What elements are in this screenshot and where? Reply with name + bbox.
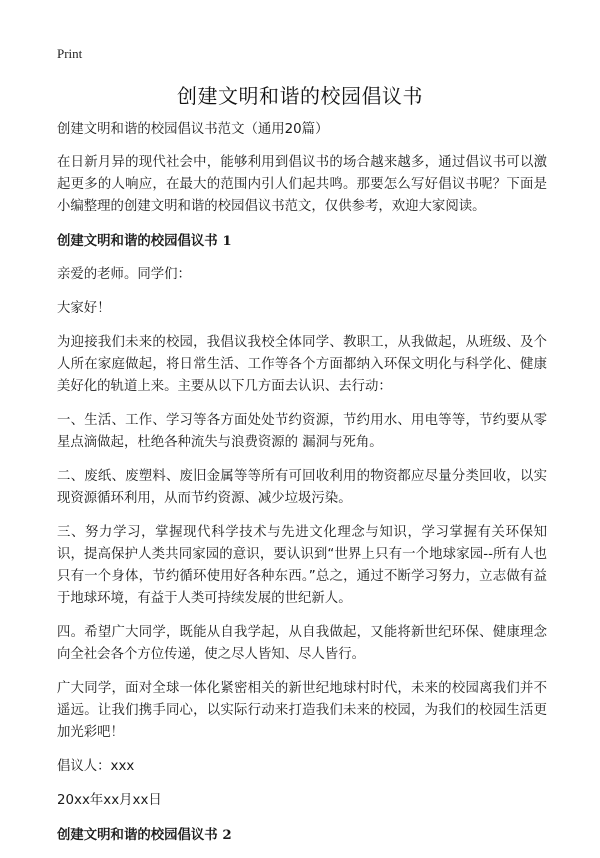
body-paragraph: 三、努力学习，掌握现代科学技术与先进文化理念与知识，学习掌握有关环保知识，提高保护人类共同家园的意识，要认识到“世界上只有一个地球家园--所有人也只有一个身体，节约循环使用好各种东西。”总之，通过不断学习努力，立志做有益于地球环境，有益于人类可持续发展的世纪新人。 [57,525,547,606]
intro-paragraph: 在日新月异的现代社会中，能够利用到倡议书的场合越来越多，通过倡议书可以激起更多的人响应，在最大的范围内引人们起共鸣。那要怎么写好倡议书呢？下面是小编整理的创建文明和谐的校园倡议书范文，仅供参考，欢迎大家阅读。 [57,155,547,214]
body-paragraph: 二、废纸、废塑料、废旧金属等等所有可回收利用的物资都应尽量分类回收，以实现资源循环利用，从而节约资源、减少垃圾污染。 [57,469,547,506]
page-title: 创建文明和谐的校园倡议书 [177,84,423,108]
body-paragraph: 四。希望广大同学，既能从自我学起，从自我做起，又能将新世纪环保、健康理念向全社会各个方位传递，使之尽人皆知、尽人皆行。 [57,625,547,662]
section-heading-1: 创建文明和谐的校园倡议书 1 [57,233,232,249]
greeting-hello: 大家好！ [57,301,111,316]
signer-line: 倡议人：xxx [57,759,135,774]
body-paragraph: 为迎接我们未来的校园，我倡议我校全体同学、教职工，从我做起，从班级、及个人所在家庭做起，将日常生活、工作等各个方面都纳入环保文明化与科学化、健康美好化的轨道上来。主要从以下几方面去认识、去行动： [57,335,547,394]
body-paragraph: 一、生活、工作、学习等各方面处处节约资源，节约用水、用电等等，节约要从零星点滴做起，杜绝各种流失与浪费资源的 漏洞与死角。 [57,413,547,450]
print-link[interactable]: Print [57,46,83,61]
section-heading-2: 创建文明和谐的校园倡议书 2 [57,827,232,843]
body-paragraph: 广大同学，面对全球一体化紧密相关的新世纪地球村时代，未来的校园离我们并不遥远。让我们携手同心，以实际行动来打造我们未来的校园，为我们的校园生活更加光彩吧！ [57,681,547,740]
document-subtitle: 创建文明和谐的校园倡议书范文（通用20篇） [57,122,329,137]
document-body [57,119,547,858]
date-line: 20xx年xx月xx日 [57,793,162,808]
greeting-teachers: 亲爱的老师。同学们： [57,267,191,282]
